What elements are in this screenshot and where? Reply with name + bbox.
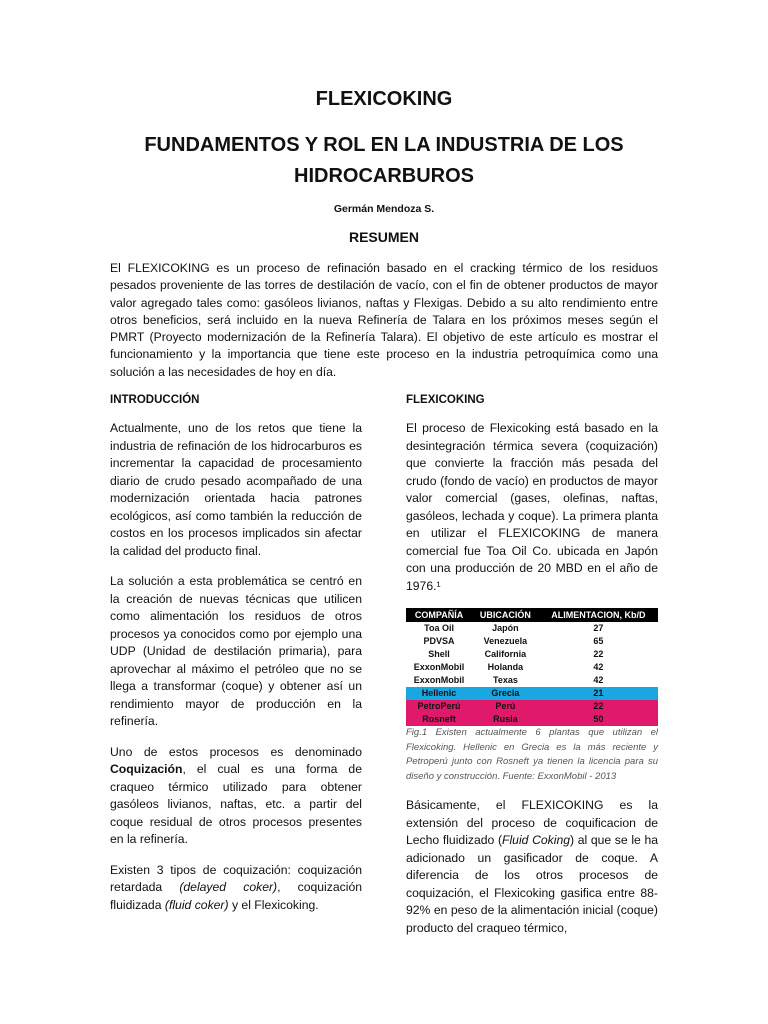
flexicoking-paragraph-1: El proceso de Flexicoking está basado en la desintegración térmica severa (coquización) que convierte la fracción más pesada del crudo (fondo de vacío) en productos de mayor valor comercial (gases, olefinas, naftas, gasóleos, lechada y coque). La primera planta en utilizar el FLEXICOKING de manera comercial fue Toa Oil Co. ubicada en Japón con una producción de 20 MBD en el año de 1976.¹ [406,421,658,593]
table-row-highlight-magenta: Rosneft Rusia 50 [406,713,658,726]
table-row: PDVSA Venezuela 65 [423,636,604,646]
table-header: UBICACIÓN [472,608,539,622]
intro-paragraph-3: Uno de estos procesos es denominado Coquización, el cual es una forma de craqueo térmico utilizado para obtener gasóleos livianos, naftas, etc. a partir del coque residual de otros procesos presentes en la refinería. [110,744,362,846]
figure-caption: Fig.1 Existen actualmente 6 plantas que utilizan el Flexicoking. Hellenic en Grecia es la más reciente y Petroperú junto con Rosneft ya tienen la licencia para su diseño y construcción. Fuente: ExxonMobil - 2013 [406,727,658,782]
document-title: FLEXICOKING [315,88,453,110]
right-column [406,392,658,950]
abstract-text: El FLEXICOKING es un proceso de refinación basado en el cracking térmico de los residuos pesados proveniente de las torres de destilación de vacío, con el fin de obtener productos de mayor valor agregado tales como: gasóleos livianos, naftas y Flexigas. Debido a su alto rendimiento entre otros beneficios, será incluido en la nueva Refinería de Talara en los próximos meses según el PMRT (Proyecto modernización de la Refinería Talara). El objetivo de este artículo es mostrar el funcionamiento y la importancia que tiene este proceso en la industria petroquímica como una solución a las necesidades de hoy en día. [110,261,658,379]
table-row: Shell California 22 [428,649,604,659]
flexicoking-heading: FLEXICOKING [406,394,485,406]
table-row: ExxonMobil Holanda 42 [413,662,604,672]
table-header-row [406,608,658,622]
intro-paragraph-1: Actualmente, uno de los retos que tiene la industria de refinación de los hidrocarburos es incrementar la capacidad de procesamiento diario de crudo pesado acompañado de una modernización orientada hacia patrones ecológicos, así como también la reducción de costos en los procesos implicados sin afectar la calidad del producto final. [110,421,362,558]
author-name: Germán Mendoza S. [333,203,435,215]
flexicoking-paragraph-2: Básicamente, el FLEXICOKING es la extensión del proceso de coquificacion de Lecho fluidizado (Fluid Coking) al que se le ha adicionado un gasificador de coque. A diferencia de los otros procesos de coquización, el Flexicoking gasifica entre 88-92% en peso de la alimentación inicial (coque) producto del craqueo térmico, [406,798,658,935]
plants-table [406,608,658,726]
table-header: COMPAÑÍA [406,608,472,622]
delayed-coker-term: (delayed coker) [179,880,278,894]
fluid-coker-term: (fluid coker) [164,897,229,912]
abstract-heading: RESUMEN [348,229,419,245]
intro-paragraph-2: La solución a esta problemática se centró en la creación de nuevas técnicas que utilicen como alimentación los residuos de otros procesos ya conocidos como por ejemplo una UDP (Unidad de destilación primaria), para aprovechar al máximo el petróleo que no se llega a transformar (coque) y obtener así un rendimiento mayor de producción en la refinería. [110,574,362,728]
coquizacion-term: Coquización [110,762,183,776]
subtitle-line-1: FUNDAMENTOS Y ROL EN LA INDUSTRIA DE LOS [144,134,624,156]
table-row: Toa Oil Japón 27 [424,623,604,633]
introduction-heading: INTRODUCCIÓN [110,394,200,406]
document-subtitle [0,130,768,192]
table-header: ALIMENTACION, Kb/D [539,608,658,622]
table-row: ExxonMobil Texas 42 [413,675,604,685]
left-column [110,392,362,927]
table-row-highlight-magenta: PetroPerú Perú 22 [406,700,658,713]
table-row-highlight-cyan: Hellenic Grecia 21 [406,687,658,700]
fluid-coking-term: Fluid Coking [502,833,571,847]
subtitle-line-2: HIDROCARBUROS [294,165,474,187]
intro-paragraph-4: Existen 3 tipos de coquización: coquización retardada (delayed coker), coquización fluidizada (fluid coker) y el Flexicoking. [110,862,362,912]
